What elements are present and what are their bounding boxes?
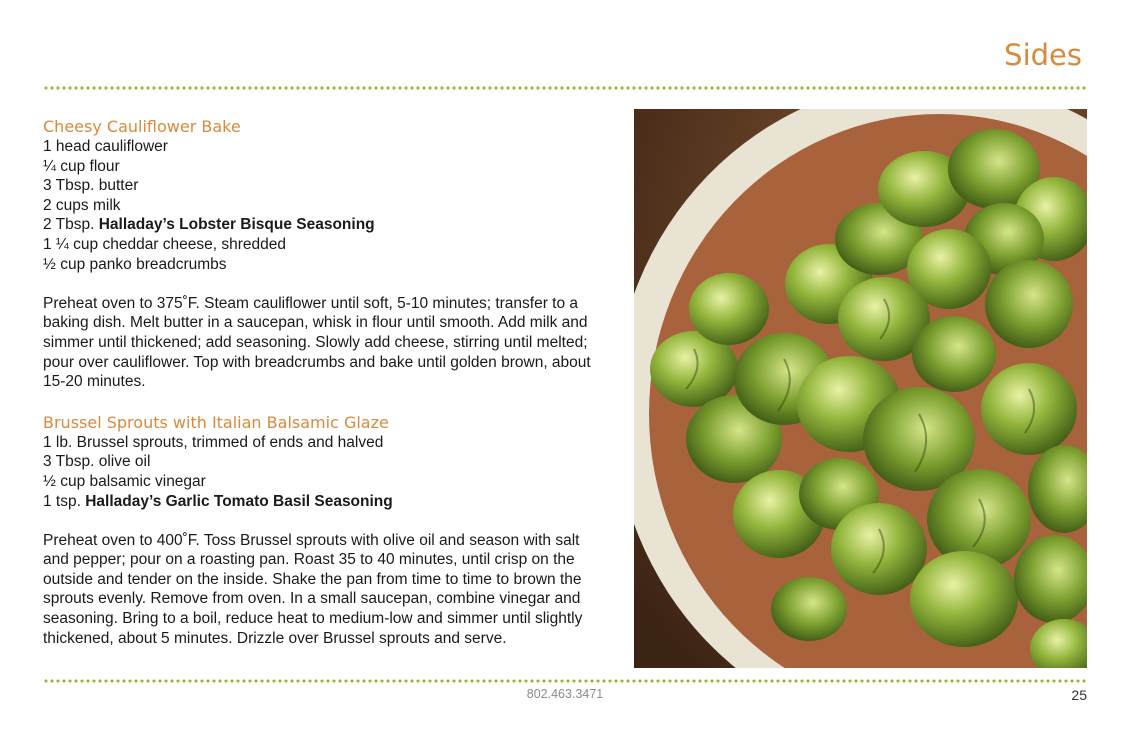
- page-number: 25: [1071, 687, 1087, 703]
- ingredient: ½ cup balsamic vinegar: [43, 472, 206, 490]
- footer-phone-number: 802.463.3471: [526, 687, 604, 701]
- ingredient-amount: 1 tsp.: [43, 492, 86, 510]
- ingredient: 1 ¼ cup cheddar cheese, shredded: [43, 235, 287, 253]
- ingredient: 2 cups milk: [43, 196, 121, 214]
- ingredient: 3 Tbsp. butter: [43, 177, 139, 195]
- ingredient: 1 lb. Brussel sprouts, trimmed of ends and halved: [43, 433, 384, 451]
- recipes-column: [43, 116, 603, 648]
- recipe-title: Cheesy Cauliflower Bake: [43, 117, 241, 136]
- recipe-method: Preheat oven to 375˚F. Steam cauliflower until soft, 5-10 minutes; transfer to a baking dish. Melt butter in a saucepan, whisk in flour until smooth. Add milk and simmer until thickened; add seasoning. Slowly add cheese, stirring until melted; pour over cauliflower. Top with breadcrumbs and bake until golden brown, about 15-20 minutes.: [43, 294, 591, 391]
- ingredient: [43, 215, 603, 235]
- ingredient: [43, 492, 603, 512]
- ingredient: 3 Tbsp. olive oil: [43, 453, 151, 471]
- ingredient: ¼ cup flour: [43, 157, 120, 175]
- recipe-title: Brussel Sprouts with Italian Balsamic Glaze: [43, 412, 389, 432]
- recipe-method: Preheat oven to 400˚F. Toss Brussel sprouts with olive oil and season with salt and pepper; pour on a roasting pan. Roast 35 to 40 minutes, until crisp on the outside and tender on the inside. Shake the pan from time to time to brown the sprouts evenly. Remove from oven. In a small saucepan, combine vinegar and seasoning. Bring to a boil, reduce heat to medium-low and simmer until slightly thickened, about 5 minutes. Drizzle over Brussel sprouts and serve.: [43, 531, 583, 647]
- seasoning-product-name: Halladay’s Lobster Bisque Seasoning: [98, 216, 375, 234]
- bottom-dotted-divider: [43, 679, 1087, 683]
- ingredient: 1 head cauliflower: [43, 138, 168, 155]
- ingredient: ½ cup panko breadcrumbs: [43, 255, 227, 273]
- ingredient-amount: 2 Tbsp.: [43, 216, 99, 234]
- page-section-title: Sides: [1004, 38, 1082, 72]
- top-dotted-divider: [43, 86, 1087, 90]
- seasoning-product-name: Halladay’s Garlic Tomato Basil Seasoning: [85, 492, 393, 510]
- recipe-brussel-sprouts: [43, 412, 603, 649]
- brussel-sprouts-photo: [634, 109, 1087, 668]
- recipe-cauliflower: [43, 116, 603, 392]
